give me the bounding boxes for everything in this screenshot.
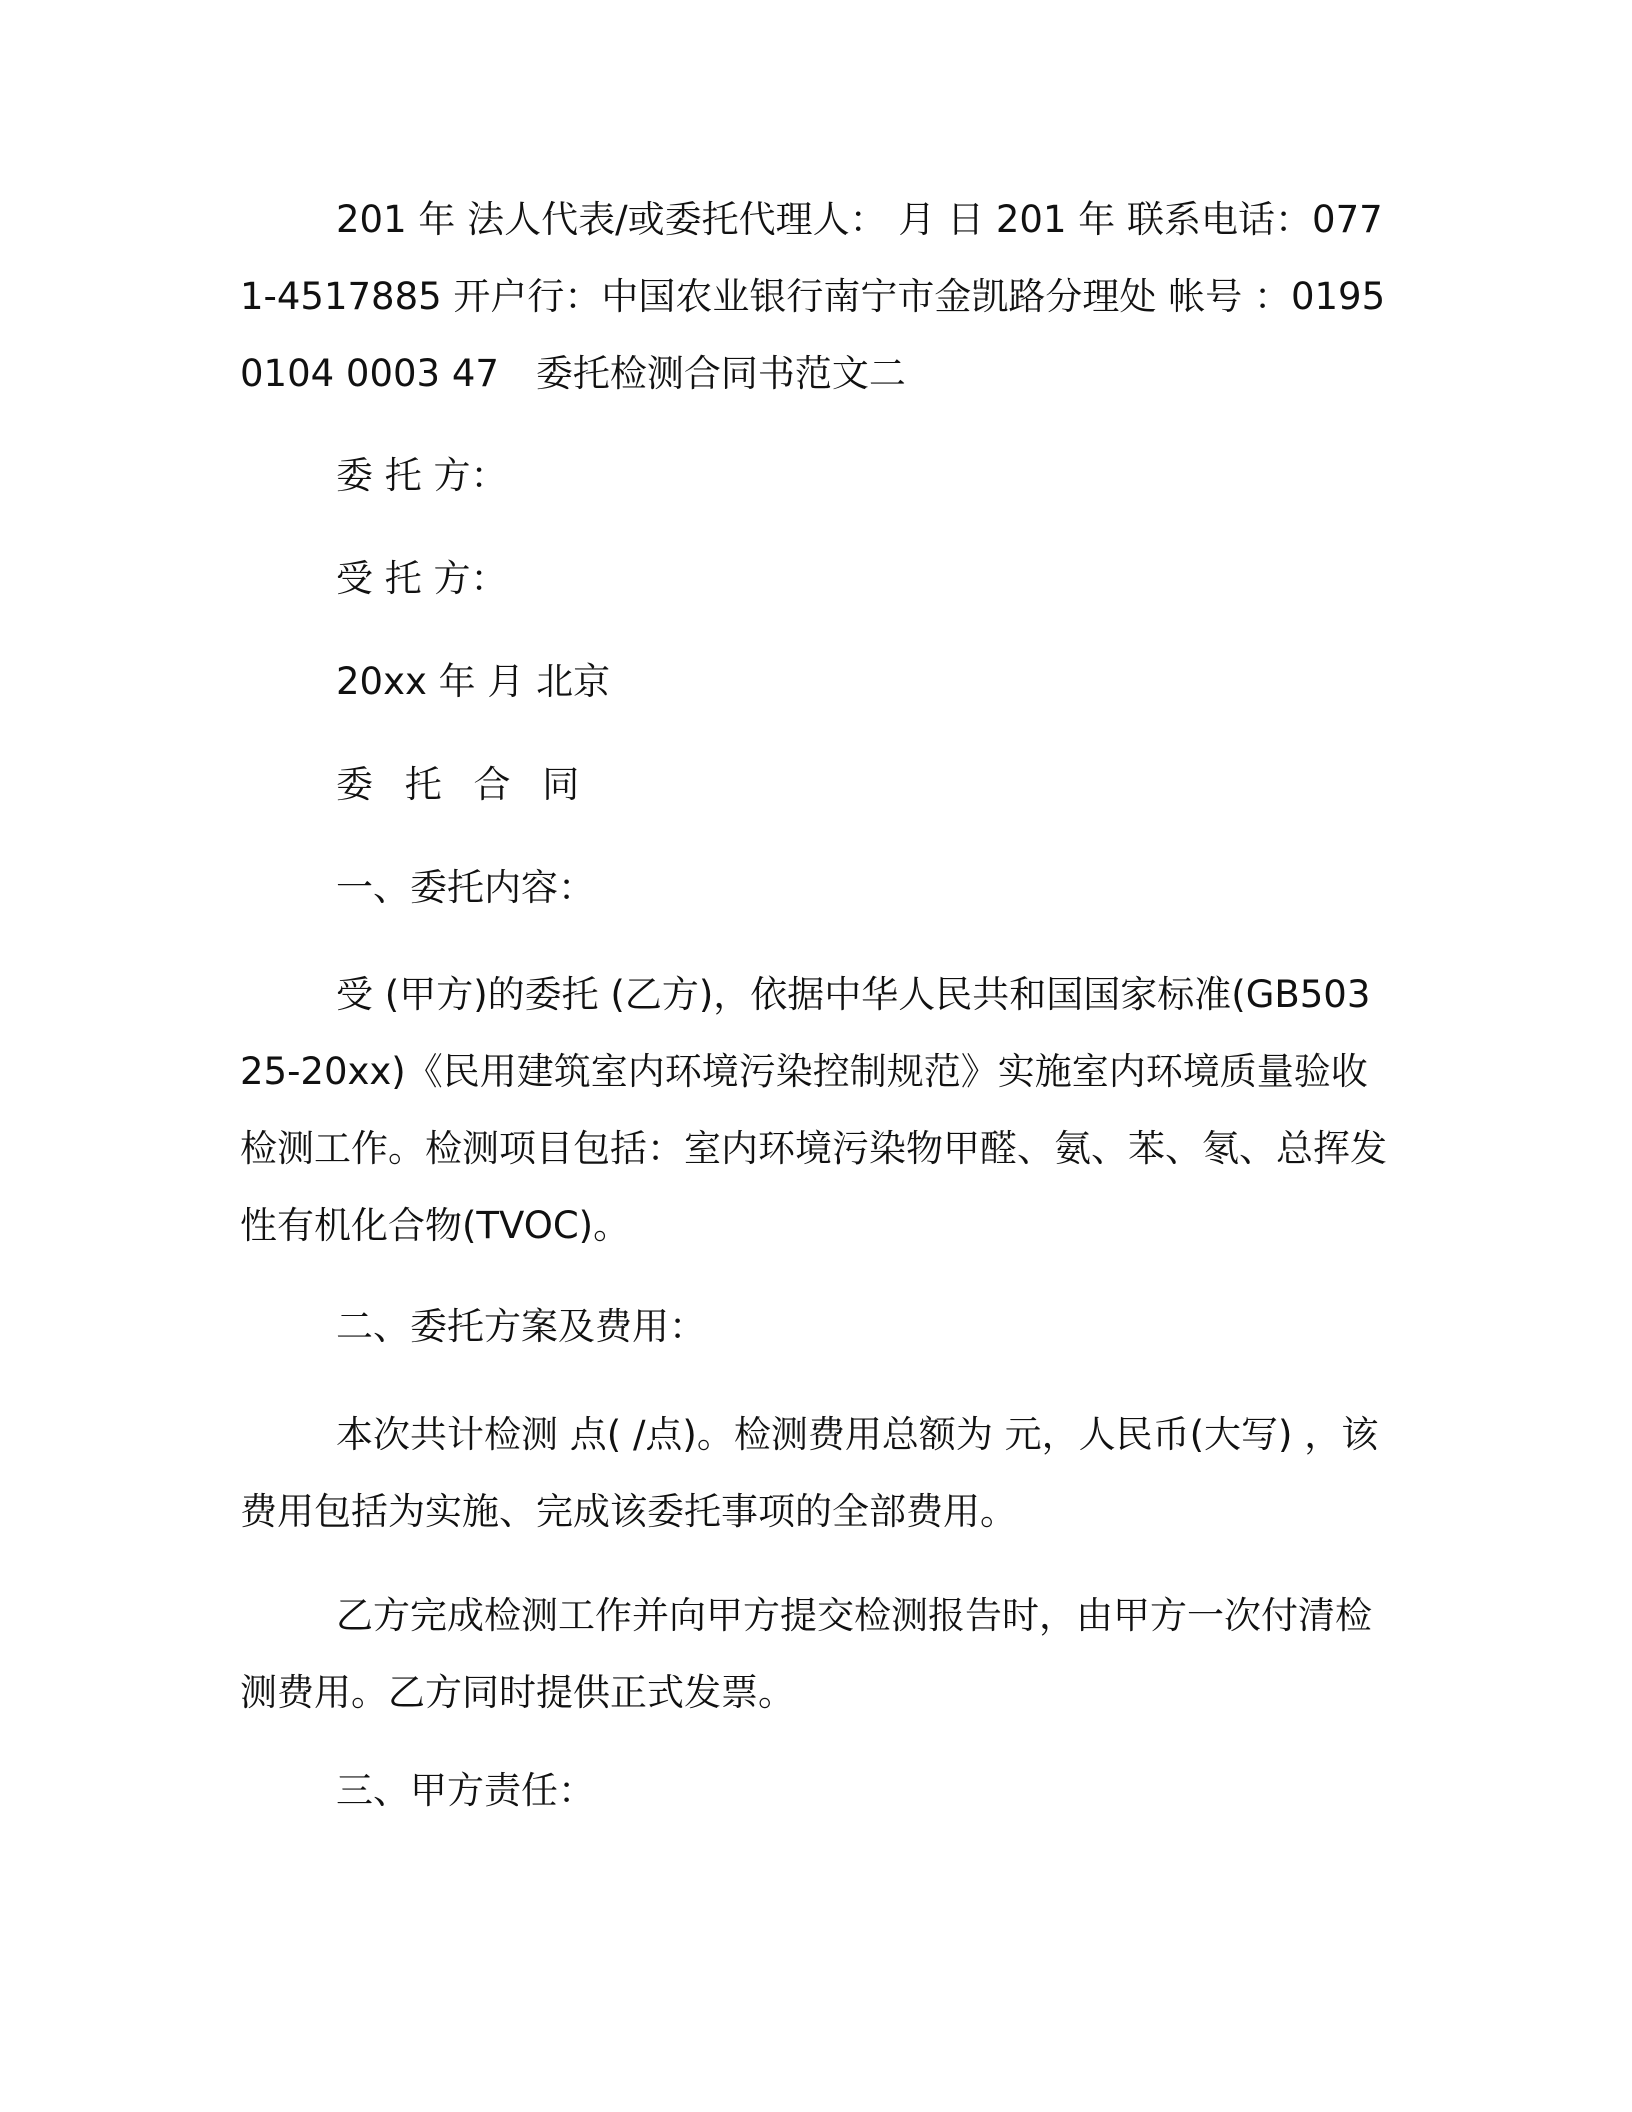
paragraph-contract-signature-info: 201 年 法人代表/或委托代理人： 月 日 201 年 联系电话：0771-4517885 开户行：中国农业银行南宁市金凯路分理处 帐号 ：0195 0104 0003 47 委托检测合同书范文二	[240, 198, 1386, 395]
heading-section-1: 一、委托内容：	[336, 866, 595, 909]
heading-contractor-party: 受 托 方：	[336, 557, 508, 600]
heading-client-party: 委 托 方：	[336, 454, 508, 497]
heading-contract-title: 委 托 合 同	[336, 763, 590, 806]
heading-section-3: 三、甲方责任：	[336, 1769, 595, 1812]
heading-section-2: 二、委托方案及费用：	[336, 1305, 706, 1348]
paragraph-fees: 本次共计检测 点( /点)。检测费用总额为 元，人民币(大写) ，该费用包括为实施、完成该委托事项的全部费用。	[240, 1413, 1379, 1533]
paragraph-commission-content: 受 (甲方)的委托 (乙方)，依据中华人民共和国国家标准(GB50325-20xx)《民用建筑室内环境污染控制规范》实施室内环境质量验收检测工作。检测项目包括：室内环境污染物甲醛、氨、苯、氡、总挥发性有机化合物(TVOC)。	[240, 973, 1387, 1247]
paragraph-payment-terms: 乙方完成检测工作并向甲方提交检测报告时，由甲方一次付清检测费用。乙方同时提供正式发票。	[240, 1594, 1372, 1714]
date-location-line: 20xx 年 月 北京	[336, 660, 611, 703]
